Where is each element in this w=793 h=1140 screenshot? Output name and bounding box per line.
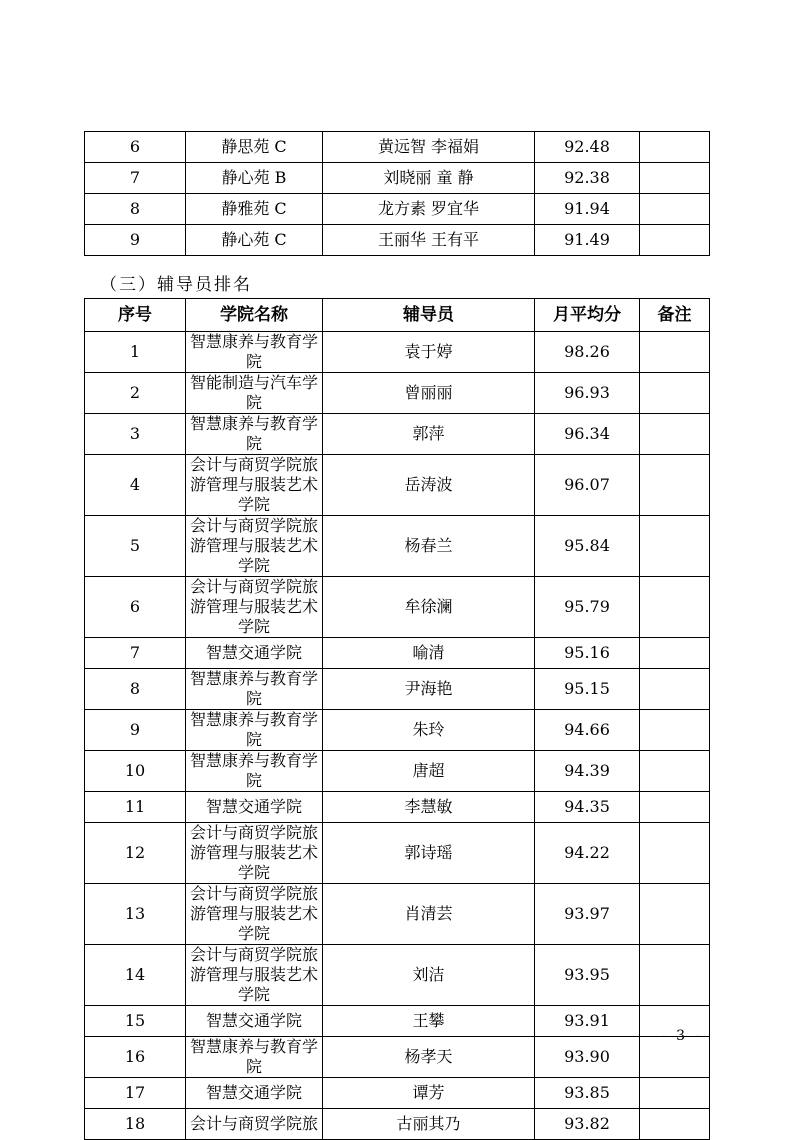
counselor-name: 郭萍 [323,414,535,455]
staff-names: 龙方素 罗宜华 [323,194,535,225]
score: 93.82 [535,1109,640,1140]
college-name-line: 智慧康养与教育学院 [189,669,318,708]
college-name-line: 会计与商贸学院旅 [189,823,318,842]
row-number: 5 [85,516,186,577]
header-score: 月平均分 [535,299,640,332]
table-row [85,1006,710,1037]
college-name [186,1006,323,1037]
college-name-line: 游管理与服装艺术学院 [189,475,318,514]
score: 98.26 [535,332,640,373]
counselor-name: 喻清 [323,638,535,669]
table-row [85,332,710,373]
note [640,332,710,373]
row-number: 9 [85,710,186,751]
college-name [186,669,323,710]
row-number: 8 [85,669,186,710]
row-number: 16 [85,1037,186,1078]
college-name-line: 会计与商贸学院旅 [189,577,318,596]
row-number: 6 [85,577,186,638]
counselor-table-body [85,332,710,1140]
table-row [85,225,710,256]
score: 95.79 [535,577,640,638]
row-number: 10 [85,751,186,792]
counselor-name: 尹海艳 [323,669,535,710]
counselor-name: 曾丽丽 [323,373,535,414]
row-number: 18 [85,1109,186,1140]
table-row [85,163,710,194]
table-row [85,194,710,225]
counselor-name: 古丽其乃 [323,1109,535,1140]
score: 92.38 [535,163,640,194]
page-number: - 3 - [661,1028,704,1044]
counselor-name: 岳涛波 [323,455,535,516]
college-name-line: 智慧康养与教育学院 [189,414,318,453]
row-number: 11 [85,792,186,823]
college-name-line: 智能制造与汽车学院 [189,373,318,412]
score: 94.39 [535,751,640,792]
dormitory-table-body [85,132,710,256]
college-name-line: 游管理与服装艺术学院 [189,965,318,1004]
dorm-name: 静雅苑 C [186,194,323,225]
score: 96.07 [535,455,640,516]
row-number: 9 [85,225,186,256]
note [640,414,710,455]
college-name-line: 智慧康养与教育学院 [189,1037,318,1076]
note [640,1078,710,1109]
counselor-name: 朱玲 [323,710,535,751]
row-number: 4 [85,455,186,516]
row-number: 3 [85,414,186,455]
header-counselor: 辅导员 [323,299,535,332]
college-name-line: 游管理与服装艺术学院 [189,904,318,943]
row-number: 12 [85,823,186,884]
score: 93.85 [535,1078,640,1109]
staff-names: 刘晓丽 童 静 [323,163,535,194]
staff-names: 王丽华 王有平 [323,225,535,256]
college-name-line: 智慧交通学院 [205,1083,302,1102]
note [640,194,710,225]
note [640,132,710,163]
note [640,751,710,792]
college-name [186,373,323,414]
header-college: 学院名称 [186,299,323,332]
score: 93.95 [535,945,640,1006]
college-name [186,823,323,884]
table-row [85,884,710,945]
college-name-line: 游管理与服装艺术学院 [189,597,318,636]
table-row [85,823,710,884]
college-name [186,455,323,516]
note [640,373,710,414]
row-number: 7 [85,163,186,194]
college-name-line: 会计与商贸学院旅 [189,945,318,964]
table-row [85,132,710,163]
college-name [186,1078,323,1109]
college-name-line: 游管理与服装艺术学院 [189,536,318,575]
college-name-line: 智慧康养与教育学院 [189,710,318,749]
counselor-name: 肖清芸 [323,884,535,945]
dormitory-ranking-table-continued [84,131,710,256]
note [640,163,710,194]
row-number: 1 [85,332,186,373]
note [640,669,710,710]
table-row [85,751,710,792]
header-no: 序号 [85,299,186,332]
college-name-line: 智慧交通学院 [205,797,302,816]
counselor-name: 王攀 [323,1006,535,1037]
dorm-name: 静心苑 C [186,225,323,256]
table-row [85,577,710,638]
counselor-name: 唐超 [323,751,535,792]
college-name [186,516,323,577]
score: 93.90 [535,1037,640,1078]
section-title-counselor-ranking: （三）辅导员排名 [100,275,252,295]
table-row [85,792,710,823]
table-row [85,455,710,516]
college-name [186,945,323,1006]
row-number: 17 [85,1078,186,1109]
score: 95.84 [535,516,640,577]
row-number: 8 [85,194,186,225]
note [640,792,710,823]
table-header-row [85,299,710,332]
note [640,823,710,884]
dorm-name: 静心苑 B [186,163,323,194]
college-name [186,710,323,751]
college-name-line: 会计与商贸学院旅 [189,455,318,474]
college-name-line: 智慧康养与教育学院 [189,751,318,790]
note [640,1109,710,1140]
score: 96.93 [535,373,640,414]
college-name [186,577,323,638]
header-note: 备注 [640,299,710,332]
college-name-line: 游管理与服装艺术学院 [189,843,318,882]
note [640,884,710,945]
table-row [85,669,710,710]
score: 94.66 [535,710,640,751]
row-number: 7 [85,638,186,669]
table-row [85,638,710,669]
score: 94.22 [535,823,640,884]
score: 95.16 [535,638,640,669]
college-name [186,638,323,669]
counselor-name: 杨孝天 [323,1037,535,1078]
counselor-name: 杨春兰 [323,516,535,577]
college-name [186,792,323,823]
college-name-line: 智慧康养与教育学院 [189,332,318,371]
dorm-name: 静思苑 C [186,132,323,163]
table-row [85,945,710,1006]
score: 96.34 [535,414,640,455]
counselor-name: 袁于婷 [323,332,535,373]
table-row [85,710,710,751]
counselor-name: 牟徐澜 [323,577,535,638]
score: 91.49 [535,225,640,256]
row-number: 15 [85,1006,186,1037]
table-row [85,373,710,414]
score: 91.94 [535,194,640,225]
counselor-name: 谭芳 [323,1078,535,1109]
score: 94.35 [535,792,640,823]
row-number: 2 [85,373,186,414]
college-name-line: 会计与商贸学院旅 [189,1114,318,1133]
note [640,225,710,256]
table-row [85,516,710,577]
score: 93.91 [535,1006,640,1037]
college-name-line: 会计与商贸学院旅 [189,884,318,903]
note [640,516,710,577]
note [640,945,710,1006]
college-name [186,884,323,945]
college-name-line: 智慧交通学院 [205,643,302,662]
counselor-name: 李慧敏 [323,792,535,823]
score: 93.97 [535,884,640,945]
college-name [186,414,323,455]
score: 95.15 [535,669,640,710]
college-name [186,332,323,373]
college-name-line: 智慧交通学院 [205,1011,302,1030]
counselor-ranking-table [84,298,710,1140]
note [640,577,710,638]
counselor-name: 郭诗瑶 [323,823,535,884]
table-row [85,414,710,455]
table-row [85,1078,710,1109]
table-row [85,1037,710,1078]
counselor-name: 刘洁 [323,945,535,1006]
score: 92.48 [535,132,640,163]
table-row [85,1109,710,1140]
college-name [186,1109,323,1140]
row-number: 13 [85,884,186,945]
college-name [186,1037,323,1078]
note [640,710,710,751]
college-name [186,751,323,792]
row-number: 14 [85,945,186,1006]
college-name-line: 会计与商贸学院旅 [189,516,318,535]
row-number: 6 [85,132,186,163]
note [640,638,710,669]
staff-names: 黄远智 李福娟 [323,132,535,163]
note [640,455,710,516]
